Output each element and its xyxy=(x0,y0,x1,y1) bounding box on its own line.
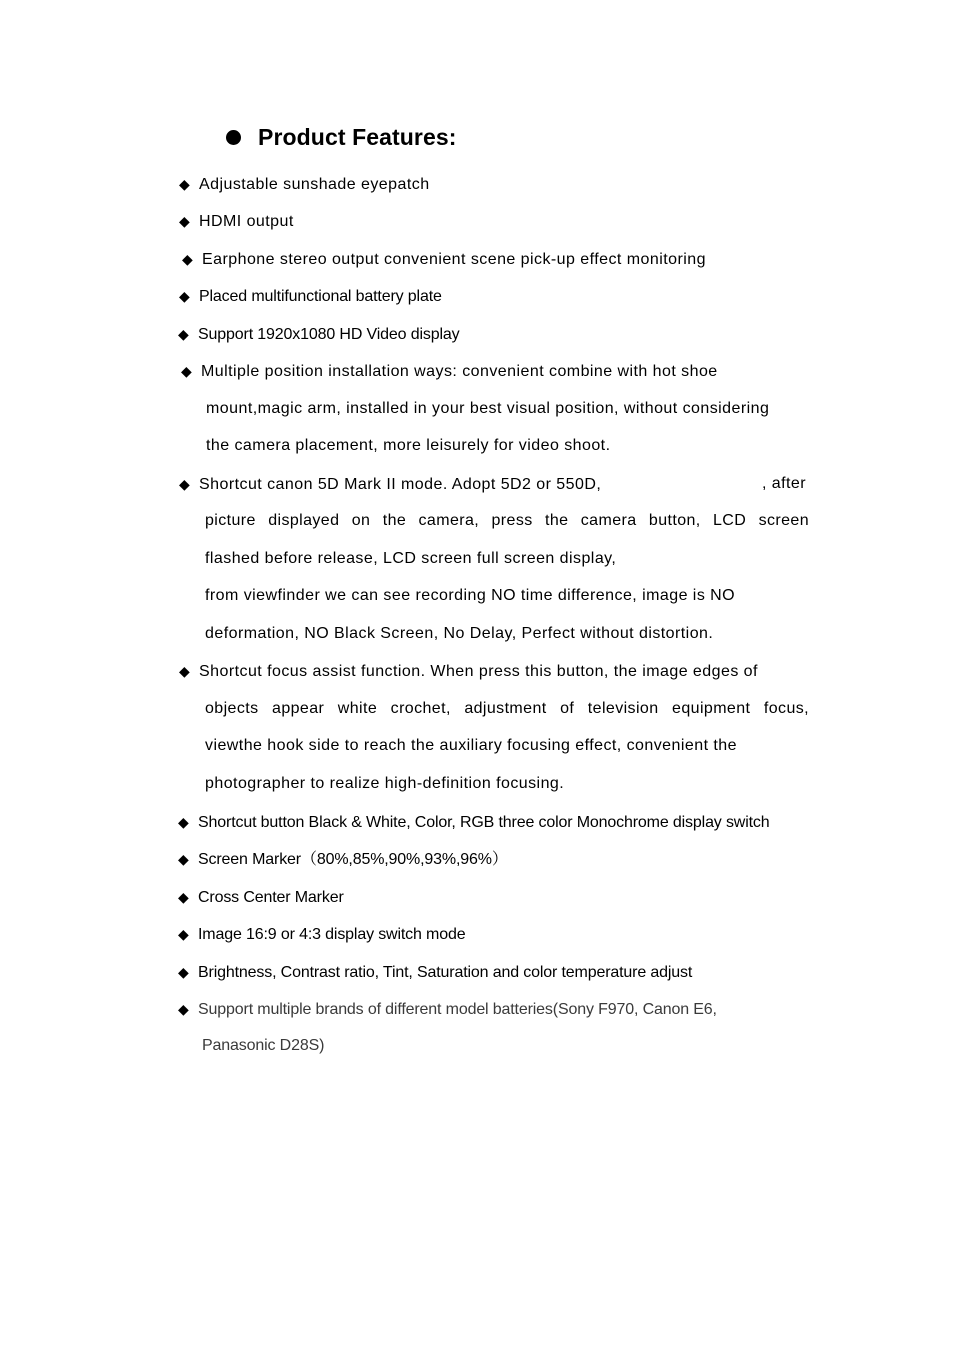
feature-item xyxy=(181,361,718,382)
feature-text-continued: the camera placement, more leisurely for video shoot. xyxy=(206,437,611,454)
feature-text-continued: objects appear white crochet, adjustment of television equipment focus, xyxy=(205,700,809,717)
feature-text: Adjustable sunshade eyepatch xyxy=(199,176,430,193)
diamond-icon: ◆ xyxy=(181,363,193,379)
feature-item xyxy=(179,661,758,682)
feature-item xyxy=(179,286,442,307)
diamond-icon: ◆ xyxy=(179,213,191,229)
feature-item xyxy=(179,474,601,495)
feature-item xyxy=(178,924,465,945)
feature-text: Screen Marker（80%,85%,90%,93%,96%） xyxy=(198,851,508,868)
diamond-icon: ◆ xyxy=(178,926,189,942)
feature-text: Brightness, Contrast ratio, Tint, Saturation and color temperature adjust xyxy=(198,964,693,981)
feature-text: Image 16:9 or 4:3 display switch mode xyxy=(198,926,466,943)
feature-text: Multiple position installation ways: convenient combine with hot shoe xyxy=(201,363,718,380)
feature-text: Cross Center Marker xyxy=(198,889,344,906)
diamond-icon: ◆ xyxy=(179,476,191,492)
feature-text: Support 1920x1080 HD Video display xyxy=(198,326,460,343)
diamond-icon: ◆ xyxy=(178,889,189,905)
diamond-icon: ◆ xyxy=(178,851,189,867)
feature-text-continued: flashed before release, LCD screen full screen display, xyxy=(205,550,617,567)
feature-text-continued: from viewfinder we can see recording NO time difference, image is NO xyxy=(205,587,736,604)
feature-item xyxy=(178,849,508,870)
section-heading xyxy=(226,124,457,151)
feature-item xyxy=(178,887,344,908)
feature-item xyxy=(178,812,770,833)
diamond-icon: ◆ xyxy=(182,251,194,267)
feature-text-continued: Panasonic D28S) xyxy=(202,1037,325,1054)
feature-item xyxy=(182,249,706,270)
feature-item xyxy=(179,211,294,232)
feature-text: Shortcut focus assist function. When press this button, the image edges of xyxy=(199,663,758,680)
diamond-icon: ◆ xyxy=(179,288,190,304)
feature-item xyxy=(179,174,430,195)
diamond-icon: ◆ xyxy=(178,326,189,342)
diamond-icon: ◆ xyxy=(178,964,189,980)
feature-text: Shortcut canon 5D Mark II mode. Adopt 5D2 or 550D, xyxy=(199,476,602,493)
feature-item xyxy=(178,962,692,983)
feature-text: Shortcut button Black & White, Color, RGB three color Monochrome display switch xyxy=(198,814,770,831)
section-title: Product Features: xyxy=(258,124,457,150)
feature-text: HDMI output xyxy=(199,213,294,230)
feature-item xyxy=(178,324,459,345)
feature-text: Support multiple brands of different model batteries(Sony F970, Canon E6, xyxy=(198,1001,717,1018)
diamond-icon: ◆ xyxy=(179,663,191,679)
feature-text-continued: viewthe hook side to reach the auxiliary focusing effect, convenient the xyxy=(205,737,737,754)
diamond-icon: ◆ xyxy=(178,814,189,830)
feature-text-continued: deformation, NO Black Screen, No Delay, Perfect without distortion. xyxy=(205,625,714,642)
feature-text: Placed multifunctional battery plate xyxy=(199,288,442,305)
feature-text-continued: picture displayed on the camera, press the camera button, LCD screen xyxy=(205,512,809,529)
diamond-icon: ◆ xyxy=(179,176,191,192)
feature-item xyxy=(178,999,717,1020)
filled-circle-icon xyxy=(226,130,241,145)
feature-text: Earphone stereo output convenient scene pick-up effect monitoring xyxy=(202,251,706,268)
feature-text-continued: , after xyxy=(762,475,807,492)
feature-text-continued: mount,magic arm, installed in your best visual position, without considering xyxy=(206,400,770,417)
diamond-icon: ◆ xyxy=(178,1001,189,1017)
feature-text-continued: photographer to realize high-definition focusing. xyxy=(205,775,565,792)
